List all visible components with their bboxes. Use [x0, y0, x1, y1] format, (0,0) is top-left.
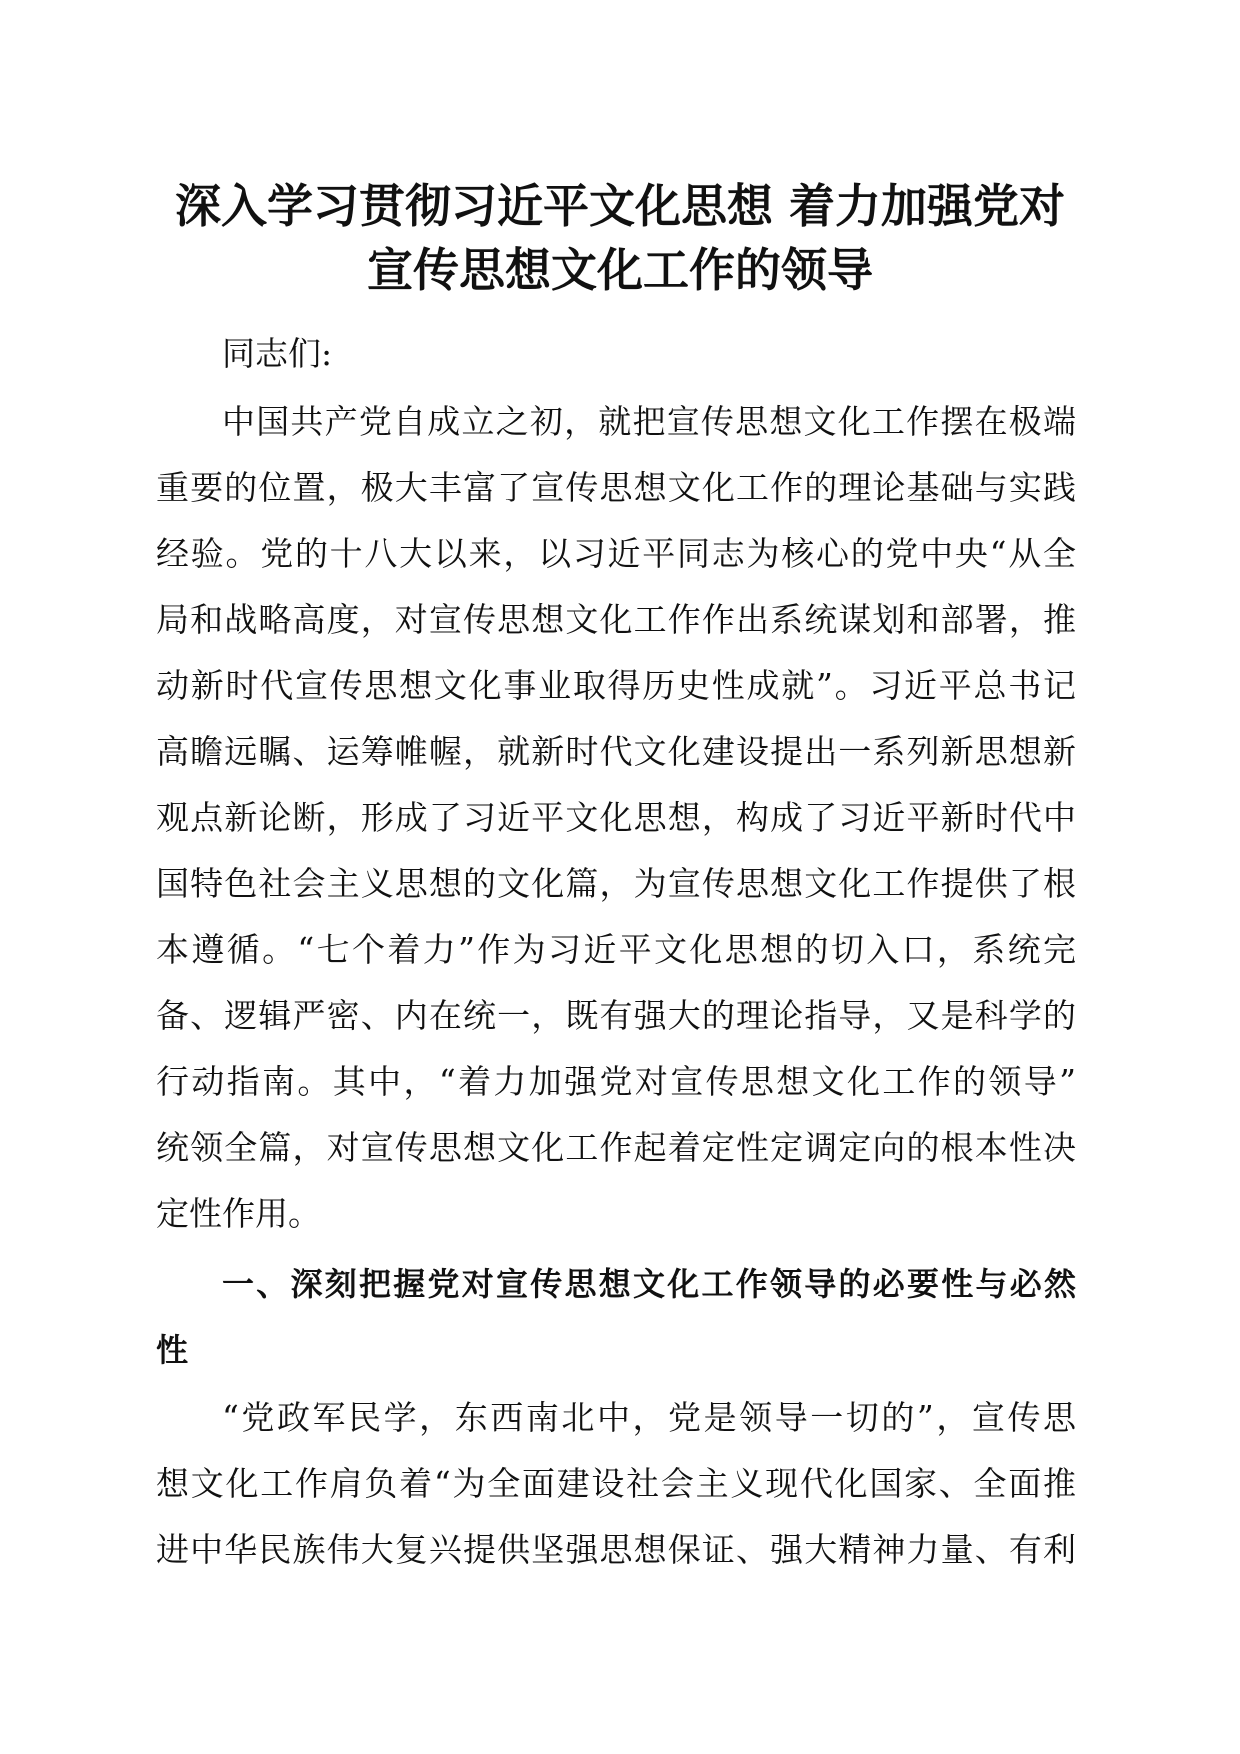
paragraph-1-line: 统领全篇，对宣传思想文化工作起着定性定调定向的根本性决: [156, 1128, 1076, 1167]
paragraph-2-line: 想文化工作肩负着“为全面建设社会主义现代化国家、全面推: [156, 1464, 1076, 1503]
paragraph-1-line: 高瞻远瞩、运筹帷幄，就新时代文化建设提出一系列新思想新: [156, 732, 1076, 771]
paragraph-1-line: 定性作用。: [156, 1194, 321, 1233]
paragraph-1-line: 中国共产党自成立之初，就把宣传思想文化工作摆在极端: [222, 402, 1076, 441]
paragraph-1-line: 国特色社会主义思想的文化篇，为宣传思想文化工作提供了根: [156, 864, 1076, 903]
paragraph-2-line: 进中华民族伟大复兴提供坚强思想保证、强大精神力量、有利: [156, 1530, 1076, 1569]
paragraph-1-line: 重要的位置，极大丰富了宣传思想文化工作的理论基础与实践: [156, 468, 1076, 507]
paragraph-1-line: 动新时代宣传思想文化事业取得历史性成就”。习近平总书记: [156, 666, 1076, 705]
salutation: 同志们:: [222, 334, 333, 373]
paragraph-1-line: 经验。党的十八大以来，以习近平同志为核心的党中央“从全: [156, 534, 1076, 573]
paragraph-1-line: 行动指南。其中，“着力加强党对宣传思想文化工作的领导”: [156, 1062, 1076, 1101]
paragraph-1-line: 观点新论断，形成了习近平文化思想，构成了习近平新时代中: [156, 798, 1076, 837]
document-title-line-1: 深入学习贯彻习近平文化思想 着力加强党对: [174, 179, 1065, 233]
paragraph-1-line: 本遵循。“七个着力”作为习近平文化思想的切入口，系统完: [156, 930, 1076, 969]
section-heading-line: 性: [156, 1331, 189, 1369]
section-heading-line: 一、深刻把握党对宣传思想文化工作领导的必要性与必然: [222, 1265, 1076, 1303]
paragraph-1-line: 局和战略高度，对宣传思想文化工作作出系统谋划和部署，推: [156, 600, 1076, 639]
paragraph-1-line: 备、逻辑严密、内在统一，既有强大的理论指导，又是科学的: [156, 996, 1076, 1035]
document-title-line-2: 宣传思想文化工作的领导: [367, 243, 873, 297]
paragraph-2-line: “党政军民学，东西南北中，党是领导一切的”，宣传思: [222, 1398, 1076, 1437]
